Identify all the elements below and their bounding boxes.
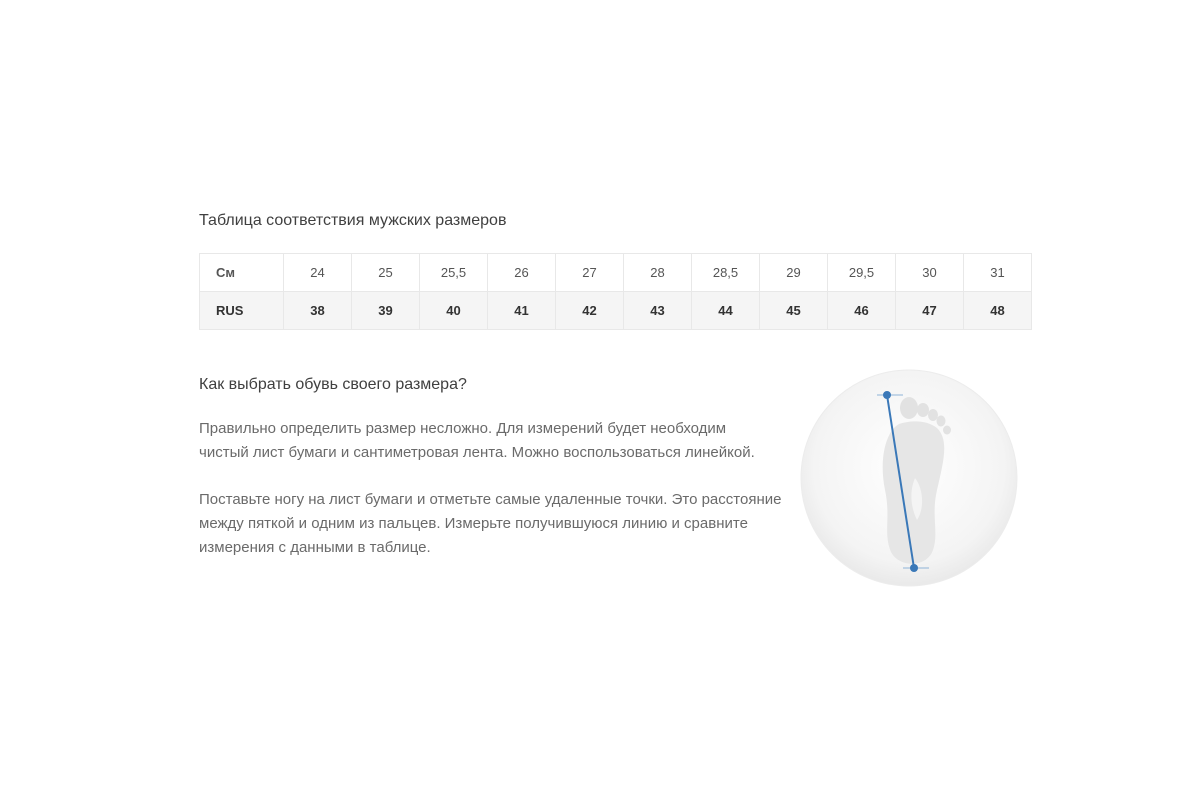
- cm-cell: 28: [624, 254, 692, 292]
- rus-cell: 40: [420, 292, 488, 330]
- rus-cell: 39: [352, 292, 420, 330]
- toe-shape: [917, 403, 929, 417]
- table-row-rus: [200, 292, 1032, 330]
- paragraph-line: чистый лист бумаги и сантиметровая лента. Можно воспользоваться линейкой.: [199, 444, 755, 461]
- rus-cell: 38: [284, 292, 352, 330]
- cm-cell: 29,5: [828, 254, 896, 292]
- cm-cell: 26: [488, 254, 556, 292]
- rus-cell: 42: [556, 292, 624, 330]
- toe-shape: [937, 416, 946, 427]
- toe-shape: [943, 426, 951, 435]
- rus-cell: 47: [896, 292, 964, 330]
- measure-point-bottom: [910, 564, 918, 572]
- size-table-title: Таблица соответствия мужских размеров: [199, 212, 507, 229]
- rus-cell: 44: [692, 292, 760, 330]
- size-table: [199, 253, 1032, 330]
- cm-cell: 25,5: [420, 254, 488, 292]
- row-header-cm: См: [200, 254, 284, 292]
- cm-cell: 31: [964, 254, 1032, 292]
- foot-measure-icon: [799, 368, 1019, 588]
- paragraph-line: Правильно определить размер несложно. Для измерений будет необходим: [199, 420, 727, 437]
- paragraph-line: измерения с данными в таблице.: [199, 539, 431, 556]
- cm-cell: 27: [556, 254, 624, 292]
- table-row-cm: [200, 254, 1032, 292]
- guide-paragraph-1: [199, 417, 799, 465]
- cm-cell: 25: [352, 254, 420, 292]
- guide-paragraph-2: [199, 488, 799, 560]
- cm-cell: 24: [284, 254, 352, 292]
- paragraph-line: Поставьте ногу на лист бумаги и отметьте самые удаленные точки. Это расстояние: [199, 491, 782, 508]
- size-guide-content: [199, 200, 1005, 600]
- toe-shape: [928, 409, 938, 421]
- rus-cell: 41: [488, 292, 556, 330]
- paragraph-line: между пяткой и одним из пальцев. Измерьте получившуюся линию и сравните: [199, 515, 748, 532]
- cm-cell: 29: [760, 254, 828, 292]
- rus-cell: 43: [624, 292, 692, 330]
- big-toe-shape: [900, 397, 918, 419]
- measure-point-top: [883, 391, 891, 399]
- rus-cell: 48: [964, 292, 1032, 330]
- cm-cell: 28,5: [692, 254, 760, 292]
- cm-cell: 30: [896, 254, 964, 292]
- guide-title: Как выбрать обувь своего размера?: [199, 376, 467, 393]
- rus-cell: 45: [760, 292, 828, 330]
- row-header-rus: RUS: [200, 292, 284, 330]
- rus-cell: 46: [828, 292, 896, 330]
